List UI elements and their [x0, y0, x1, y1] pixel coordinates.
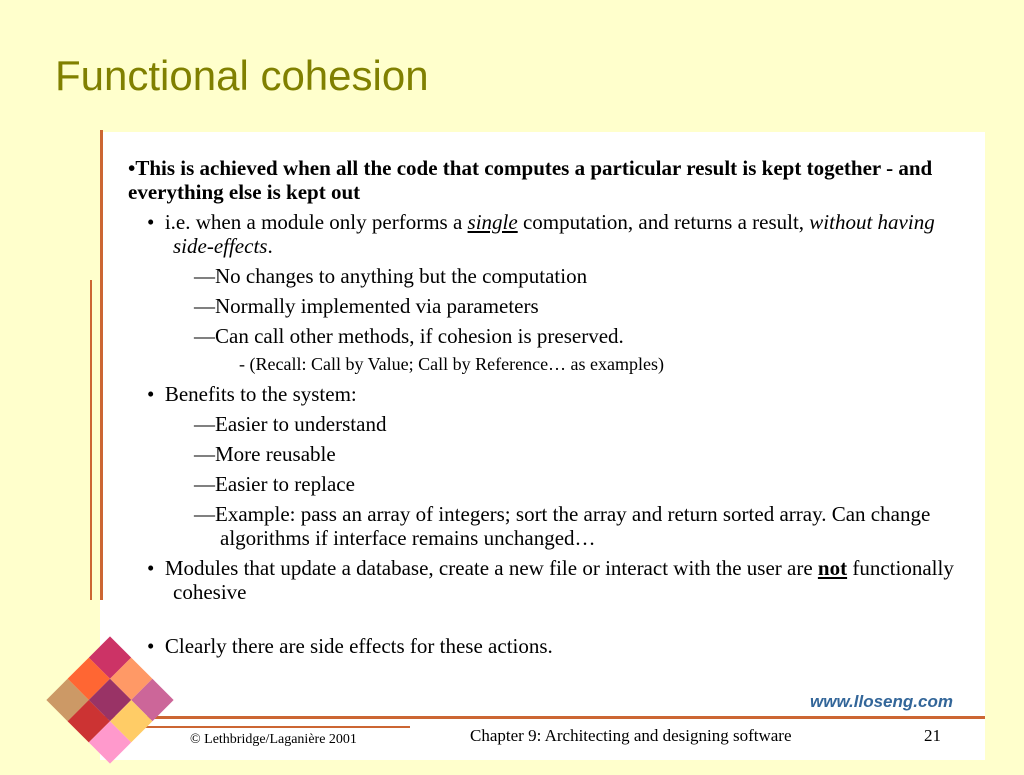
bullet-benefits: • Benefits to the system:: [147, 382, 357, 406]
bullet-text: .: [267, 234, 273, 258]
sub-bullet: —Can call other methods, if cohesion is preserved.: [194, 324, 624, 348]
sub-bullet: —Example: pass an array of integers; sort the array and return sorted array. Can change algorithms if interface remains unchanged…: [194, 502, 931, 550]
bullet-text: • Modules that update a database, create a new file or interact with the user are: [147, 556, 818, 580]
decorative-vertical-rule: [100, 130, 103, 600]
copyright: © Lethbridge/Laganière 2001: [190, 732, 357, 747]
emphasis-not: not: [817, 556, 848, 580]
sub-bullet: —Easier to understand: [194, 412, 387, 436]
page-number: 21: [924, 726, 941, 745]
sub-bullet: —More reusable: [194, 442, 336, 466]
bullet-main: •This is achieved when all the code that computes a particular result is kept together - and everything else is kept out: [128, 156, 933, 204]
sub-sub-bullet: - (Recall: Call by Value; Call by Reference… as examples): [239, 354, 665, 374]
bullet-text: • i.e. when a module only performs a: [147, 210, 468, 234]
bullet-text: functionally cohesive: [173, 556, 954, 604]
bullet-text: computation, and returns a result,: [517, 210, 810, 234]
spacer: [128, 604, 968, 628]
bullet-side-effects: • Clearly there are side effects for these actions.: [147, 634, 553, 658]
slide-body: [128, 156, 968, 658]
bullet-not-cohesive: [128, 556, 968, 604]
sub-bullet: —Normally implemented via parameters: [194, 294, 539, 318]
website-link[interactable]: www.lloseng.com: [810, 692, 953, 711]
sub-bullet: —No changes to anything but the computation: [194, 264, 588, 288]
slide-title: Functional cohesion: [55, 52, 429, 99]
footer-rule: [90, 716, 985, 719]
emphasis-single: single: [467, 210, 518, 234]
sub-bullet: —Easier to replace: [194, 472, 355, 496]
chapter-title: Chapter 9: Architecting and designing software: [470, 726, 792, 745]
bullet-single-computation: [128, 210, 968, 258]
emphasis-side-effects: without having side-effects: [173, 210, 935, 258]
decorative-vertical-rule-secondary: [90, 280, 92, 600]
